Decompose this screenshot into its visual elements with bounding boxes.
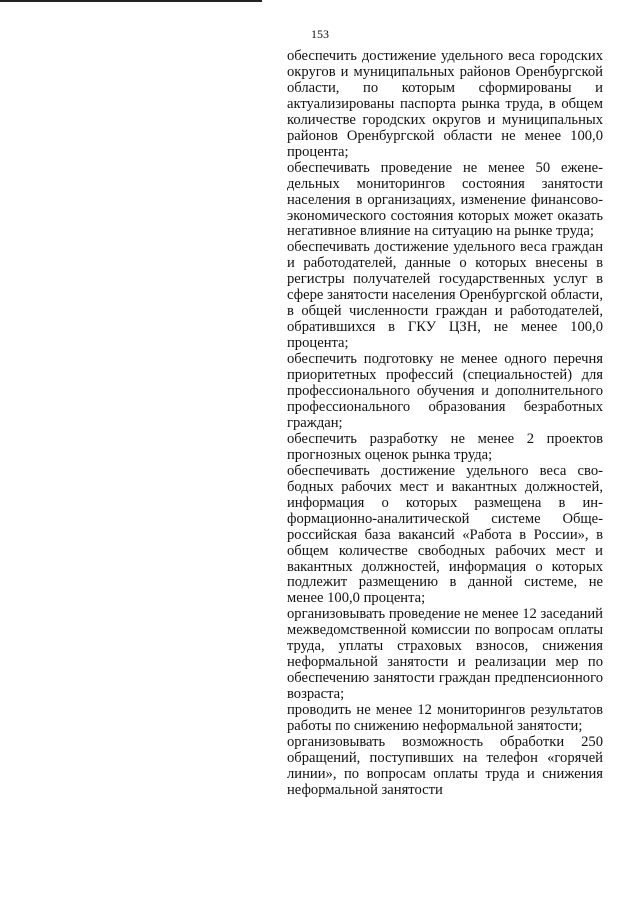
text-item-7: организовывать проведение не менее 12 заседаний межведомственной комиссии по вопросам оплаты труда, уплаты страховых взносов, снижения неформальной занятости и реализации мер по обеспечению занятости граждан предпенсионного возраста; (287, 606, 603, 703)
text-item-2: обеспечивать проведение не менее 50 еженедельных мониторингов состояния занятости населения в организациях, изменение финансово-экономического состояния которых может оказать негативное влияние на ситуацию на рынке труда; (287, 159, 603, 240)
top-rule-line (0, 0, 262, 2)
text-item-1: обеспечить достижение удельного веса городских округов и муниципальных районов Оренбургской области, по которым сформированы и актуализированы паспорта рынка труда, в общем количестве городских округов и муниципальных районов Оренбургской области не менее 100,0 процента; (287, 48, 603, 160)
text-item-9: организовывать возможность обработки 250 обращений, поступивших на телефон «горячей линии», по вопросам оплаты труда и снижения неформальной занятости (287, 733, 603, 798)
text-item-5: обеспечить разработку не менее 2 проектов прогнозных оценок рынка труда; (287, 430, 603, 463)
text-column (287, 49, 603, 799)
text-item-3: обеспечивать достижение удельного веса граждан и работодателей, данные о которых внесены в регистры получателей государственных услуг в сфере занятости населения Оренбургской области, в общей численности граждан и работодателей, обратившихся в ГКУ ЦЗН, не менее 100,0 процента; (287, 239, 603, 352)
text-item-6: обеспечивать достижение удельного веса свободных рабочих мест и вакантных должностей, информация о которых размещена в информационно-аналитической системе Общероссийская база вакансий «Работа в России», в общем количестве свободных рабочих мест и вакантных должностей, информация о которых подлежит размещению в данной системе, не менее 100,0 процента; (287, 462, 603, 607)
text-item-8: проводить не менее 12 мониторингов результатов работы по снижению неформальной занятости; (287, 702, 603, 735)
page-number: 153 (311, 27, 329, 41)
text-item-4: обеспечить подготовку не менее одного перечня приоритетных профессий (специальностей) для профессионального обучения и дополнительного профессионального образования безработных граждан; (287, 351, 603, 431)
